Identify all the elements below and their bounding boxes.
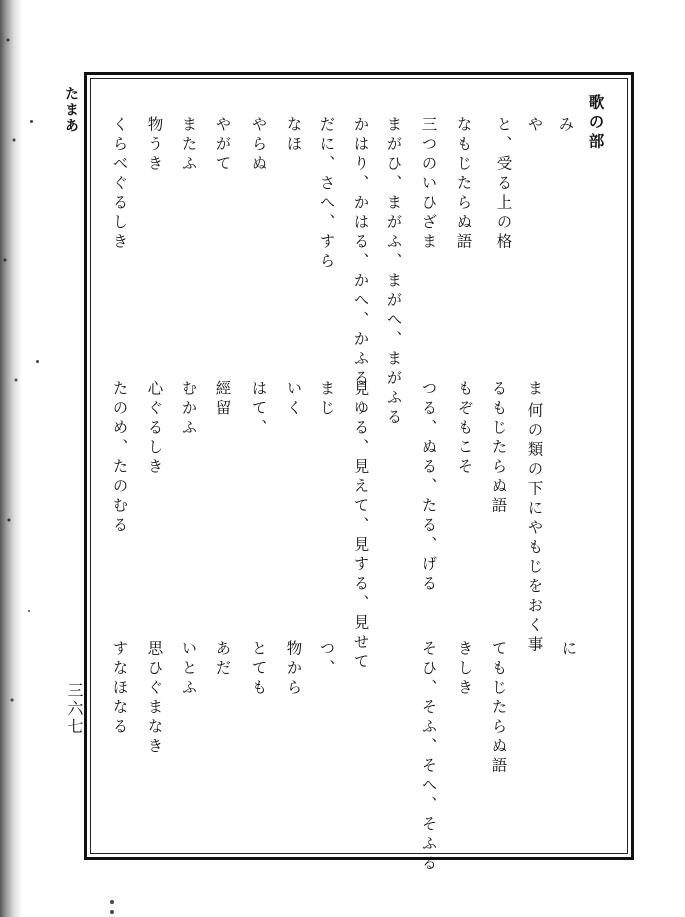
column-9-top: だに、さへ、すら	[317, 116, 336, 272]
page-number: 三六七	[65, 682, 84, 736]
column-9-middle: まじ	[317, 380, 336, 419]
column-15-top: くらべぐるしき	[110, 116, 129, 253]
column-14-top: 物うき	[145, 116, 164, 175]
column-14-middle: 心ぐるしき	[145, 380, 164, 478]
column-13-bottom: いとふ	[179, 640, 198, 699]
column-10-top: なほ	[284, 116, 303, 155]
column-11-bottom: とても	[249, 640, 268, 699]
column-2-top: や	[525, 116, 544, 136]
column-4-bottom: てもじたらぬ語	[489, 640, 508, 777]
column-2-bottom: に	[559, 640, 578, 660]
column-5-middle: もぞもこそ	[455, 380, 474, 478]
edge-speck	[36, 360, 39, 363]
column-4-top: なもじたらぬ語	[454, 116, 473, 253]
column-15-bottom: すなほなる	[110, 640, 129, 738]
column-3-top: と、受る上の格	[494, 116, 513, 253]
running-head: たまあ	[63, 86, 79, 134]
column-13-middle: むかふ	[179, 380, 198, 439]
column-12-bottom: あだ	[213, 640, 232, 679]
column-2-middle: ま	[525, 380, 544, 400]
column-12-middle: 經留	[213, 380, 232, 419]
column-6-top: 三つのいひざま	[419, 116, 438, 253]
column-13-top: またふ	[179, 116, 198, 175]
column-8-middle: 見ゆる、見えて、見する、見せて	[351, 380, 370, 673]
column-15-middle: たのめ、たのむる	[110, 380, 129, 536]
section-heading: 歌の部	[586, 94, 606, 153]
column-11-top: やらぬ	[249, 116, 268, 175]
column-3-middle: 何の類の下にやもじをおく事	[525, 402, 544, 656]
edge-speck	[28, 610, 30, 612]
column-11-middle: はて、	[249, 380, 268, 439]
column-14-bottom: 思ひぐまなき	[145, 640, 164, 757]
column-4-middle: るもじたらぬ語	[489, 380, 508, 517]
column-6-bottom: そひ、そふ、そへ、そふる	[419, 640, 438, 874]
column-8-top: かはり、かはる、かへ、かふる	[351, 116, 370, 389]
page-edge-shadow	[0, 0, 22, 917]
column-9-bottom: つ、	[317, 640, 336, 679]
edge-speck	[110, 900, 114, 904]
edge-speck	[30, 120, 33, 123]
column-10-bottom: 物から	[284, 640, 303, 699]
column-7-top: まがひ、まがふ、まがへ、まがふる	[384, 116, 403, 428]
edge-speck	[110, 910, 114, 914]
column-10-middle: いく	[284, 380, 303, 419]
column-5-bottom: きしき	[455, 640, 474, 699]
column-6-middle: つる、ぬる、たる、げる	[419, 380, 438, 595]
column-12-top: やがて	[213, 116, 232, 175]
column-1-top: み	[556, 116, 575, 136]
